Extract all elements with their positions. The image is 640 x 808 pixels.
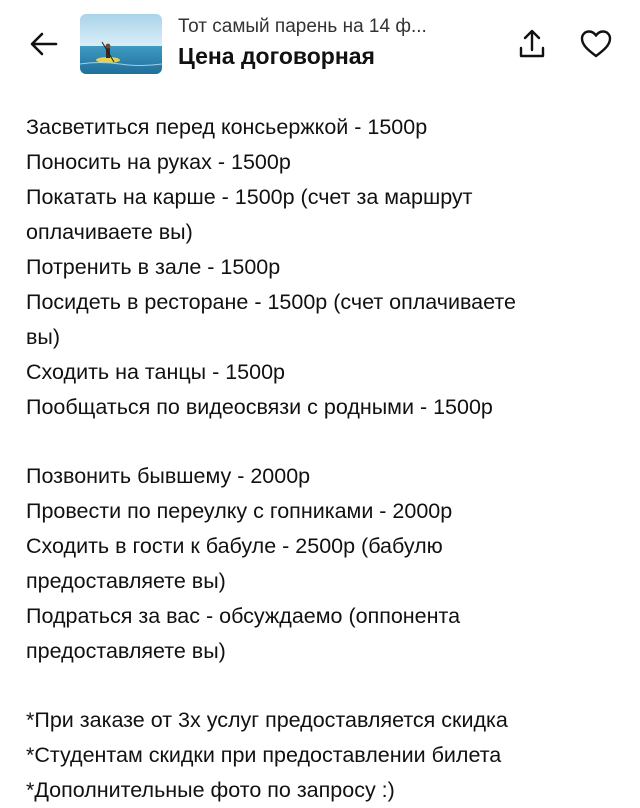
listing-price: Цена договорная	[178, 43, 375, 69]
description-line: предоставляете вы)	[26, 569, 226, 593]
description-line: Пообщаться по видеосвязи с родными - 1500р	[26, 395, 493, 419]
description-line: Поносить на руках - 1500р	[26, 150, 291, 174]
listing-header	[0, 0, 640, 90]
description-line: Провести по переулку с гопниками - 2000р	[26, 499, 453, 523]
description-line: Засветиться перед консьержкой - 1500р	[26, 115, 428, 139]
favorite-button[interactable]	[578, 26, 614, 62]
listing-thumbnail[interactable]	[80, 14, 162, 74]
description-line: Посидеть в ресторане - 1500р (счет оплачиваете	[26, 290, 516, 314]
heart-icon	[578, 26, 614, 62]
description-line: Сходить в гости к бабуле - 2500р (бабулю	[26, 534, 443, 558]
listing-photo	[80, 14, 162, 74]
paragraph-gap	[26, 425, 626, 459]
description-line: Подраться за вас - обсуждаемо (оппонента	[26, 604, 461, 628]
share-button[interactable]	[516, 26, 548, 62]
description-line: оплачиваете вы)	[26, 220, 193, 244]
description-line: *Дополнительные фото по запросу :)	[26, 778, 395, 802]
description-line: *Студентам скидки при предоставлении билета	[26, 743, 502, 767]
description-line: предоставляете вы)	[26, 639, 226, 663]
description-line: Позвонить бывшему - 2000р	[26, 464, 311, 488]
description-line: *При заказе от 3х услуг предоставляется скидка	[26, 708, 508, 732]
arrow-left-icon	[26, 26, 62, 62]
share-icon	[516, 26, 548, 62]
description-line: Сходить на танцы - 1500р	[26, 360, 285, 384]
description-line: Покатать на карше - 1500р (счет за маршрут	[26, 185, 473, 209]
description-line: Потренить в зале - 1500р	[26, 255, 281, 279]
listing-description	[26, 110, 626, 808]
paragraph-gap	[26, 669, 626, 703]
description-line: вы)	[26, 325, 61, 349]
back-button[interactable]	[26, 26, 62, 62]
listing-title[interactable]: Тот самый парень на 14 ф...	[178, 16, 427, 37]
listing-title-block	[178, 14, 498, 72]
